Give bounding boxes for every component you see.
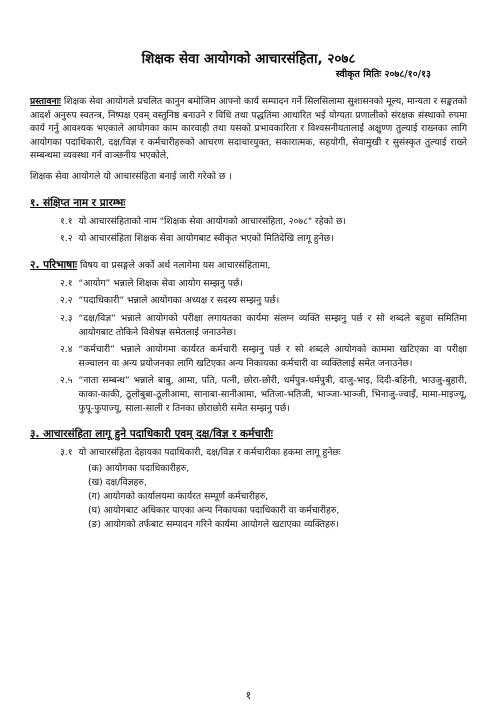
section-item [60,343,467,370]
item-number: २.३ [60,312,73,324]
item-text: यो आचारसंहिता शिक्षक सेवा आयोगबाट स्वीकृत भएको मितिदेखि लागू हुनेछ। [78,233,334,245]
item-text: यो आचारसंहिताको नाम "शिक्षक सेवा आयोगको आचारसंहिता, २०७८" रहेको छ। [78,215,346,227]
item-text: “पदाधिकारी” भन्नाले आयोगका अध्यक्ष र सदस्य सम्झनु पर्छ। [78,295,280,307]
section-2-heading: २. परिभाषाः विषय वा प्रसङ्गले अर्को अर्थ नलागेमा यस आचारसंहितामा, [30,258,271,271]
applicability-list [88,462,467,532]
section-item [60,215,467,229]
item-text: “दक्ष/विज्ञ” भन्नाले आयोगको परीक्षा लगायतका कार्यमा संलग्न व्यक्ति सम्झनु पर्छ र सो शब्दले बहुवा समितिमा आयोगबाट तोकिने विशेषज्ञ समेतलाई जनाउनेछ। [78,312,467,338]
section-1-heading: १. संक्षिप्त नाम र प्रारम्भः [30,196,126,209]
item-number: ३.१ [60,447,73,459]
section-item [60,374,467,415]
preamble [30,95,467,163]
item-number: २.२ [60,295,73,307]
item-number: २.५ [60,375,73,387]
section-item [60,232,467,246]
section-3-heading: ३. आचारसंहिता लागू हुने पदाधिकारी एवम् दक्ष/विज्ञ र कर्मचारीः [30,428,273,441]
item-number: २.४ [60,344,73,356]
item-text: “आयोग” भन्नाले शिक्षक सेवा आयोग सम्झनु पर्छ। [78,277,243,289]
section-item [60,446,467,460]
document-title: शिक्षक सेवा आयोगको आचारसंहिता, २०७८ [141,51,356,67]
item-number: २.१ [60,277,73,289]
list-item: (क) आयोगका पदाधिकारीहरु, [88,462,190,474]
preamble-label: प्रस्तावनाः [30,96,61,107]
list-item: (ग) आयोगको कार्यालयमा कार्यरत सम्पूर्ण कर्मचारीहरु, [88,490,269,502]
section-item [60,294,467,308]
item-text: “नाता सम्बन्ध” भन्नाले बाबु, आमा, पति, पत्नी, छोरा-छोरी, धर्मपुत्र-धर्मपुत्री, दाजु-भाइ, दिदी-बहिनी, भाउजु-बुहारी, काका-काकी, ठूलोबुबा-ठूलीआमा, सानाबा-सानीआमा, भतिजा-भतिजी, भाञ्जा-भाञ्जी, भिनाजु-ज्वाइँ, मामा-माइज्यू, फुपू-फुपाज्यू, साला-साली र तिनका छोराछोरी समेत सम्झनु पर्छ। [78,375,467,414]
item-text: यो आचारसंहिता देहायका पदाधिकारी, दक्ष/विज्ञ र कर्मचारीका हकमा लागू हुनेछः [78,447,341,459]
page-number: १ [245,689,252,702]
list-item: (घ) आयोगबाट अधिकार पाएका अन्य निकायका पदाधिकारी वा कर्मचारीहरु, [88,504,340,516]
section-item [60,277,467,291]
preamble-text: शिक्षक सेवा आयोगले प्रचलित कानुन बमोजिम आफ्नो कार्य सम्पादन गर्ने सिलसिलामा सुशासनको मूल्य, मान्यता र सङ्कतको आदर्श अनुरुप स्वतन्त्र, निष्पक्ष एवम् वस्तुनिष्ठ बनाउने र विधि तथा पद्धतिमा आधारित भई योग्यता प्रणालीको संरक्षक संस्थाको रुपमा कार्य गर्नु आवश्यक भएकाले आयोगका काम कारवाही तथा यसको प्रभावकारिता र विश्वसनीयतालाई अक्षुण्ण तुल्याई राख्नका लागि आयोगका पदाधिकारी, दक्ष/विज्ञ र कर्मचारीहरुको आचरण सदाचारयुक्त, सकारात्मक, सहयोगी, सेवामुखी र सुसंस्कृत तुल्याई राख्ने सम्बन्धमा व्यवस्था गर्न वाञ्छनीय भएकोले, [30,96,467,162]
declaration: शिक्षक सेवा आयोगले यो आचारसंहिता बनाई जारी गरेको छ । [30,170,232,182]
item-number: १.२ [60,233,73,245]
item-text: “कर्मचारी” भन्नाले आयोगमा कार्यरत कर्मचारी सम्झनु पर्छ र सो शब्दले आयोगको काममा खटिएका वा परीक्षा सञ्चालन वा अन्य प्रयोजनका लागि खटिएका अन्य निकायका कर्मचारी वा व्यक्तिलाई समेत जनाउनेछ। [78,344,467,369]
list-item: (ख) दक्ष/विज्ञहरु, [88,476,147,488]
section-item [60,312,467,339]
list-item: (ङ) आयोगको तर्फबाट सम्पादन गरिने कार्यमा आयोगले खटाएका व्यक्तिहरु। [88,518,339,530]
approved-date: स्वीकृत मितिः २०७८/१०/१३ [335,69,431,80]
item-number: १.१ [60,215,73,227]
